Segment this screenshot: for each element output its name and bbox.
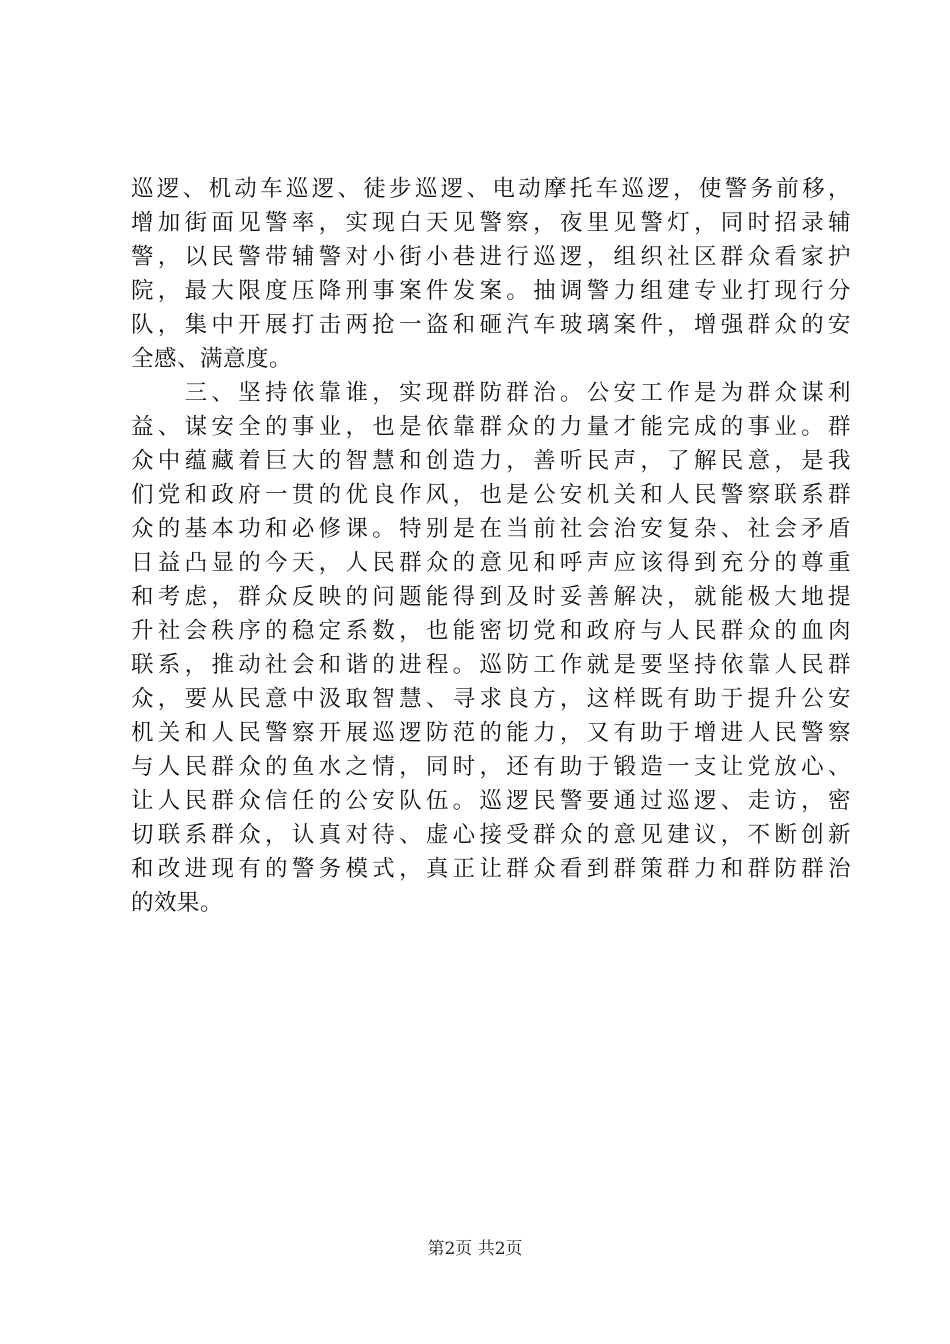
text-line: 巡逻、机动车巡逻、徒步巡逻、电动摩托车巡逻，使警务前移， (131, 176, 851, 202)
text-line: 机关和人民警察开展巡逻防范的能力，又有助于增进人民警察 (131, 720, 851, 746)
text-line: 队，集中开展打击两抢一盗和砸汽车玻璃案件，增强群众的安 (131, 312, 851, 338)
text-line: 众，要从民意中汲取智慧、寻求良方，这样既有助于提升公安 (131, 686, 851, 712)
text-line: 和改进现有的警务模式，真正让群众看到群策群力和群防群治 (131, 856, 851, 882)
text-line: 警，以民警带辅警对小街小巷进行巡逻，组织社区群众看家护 (131, 244, 851, 270)
text-line: 让人民群众信任的公安队伍。巡逻民警要通过巡逻、走访，密 (131, 788, 851, 814)
text-line: 众的基本功和必修课。特别是在当前社会治安复杂、社会矛盾 (131, 516, 851, 542)
text-line: 增加街面见警率，实现白天见警察，夜里见警灯，同时招录辅 (131, 210, 851, 236)
text-line: 升社会秩序的稳定系数，也能密切党和政府与人民群众的血肉 (131, 618, 851, 644)
page-footer: 第2页 共2页 (427, 1239, 523, 1259)
text-line: 院，最大限度压降刑事案件发案。抽调警力组建专业打现行分 (131, 278, 851, 304)
text-line: 与人民群众的鱼水之情，同时，还有助于锻造一支让党放心、 (131, 754, 851, 780)
text-line: 全感、满意度。 (131, 346, 293, 372)
text-line: 联系，推动社会和谐的进程。巡防工作就是要坚持依靠人民群 (131, 652, 851, 678)
text-line: 众中蕴藏着巨大的智慧和创造力，善听民声，了解民意，是我 (131, 448, 851, 474)
text-line: 三、坚持依靠谁，实现群防群治。公安工作是为群众谋利 (131, 380, 851, 406)
document-body (131, 172, 851, 920)
text-line: 日益凸显的今天，人民群众的意见和呼声应该得到充分的尊重 (131, 550, 851, 576)
text-line: 切联系群众，认真对待、虚心接受群众的意见建议，不断创新 (131, 822, 851, 848)
text-line: 们党和政府一贯的优良作风，也是公安机关和人民警察联系群 (131, 482, 851, 508)
text-line: 益、谋安全的事业，也是依靠群众的力量才能完成的事业。群 (131, 414, 851, 440)
text-line: 的效果。 (131, 890, 224, 916)
text-line: 和考虑，群众反映的问题能得到及时妥善解决，就能极大地提 (131, 584, 851, 610)
